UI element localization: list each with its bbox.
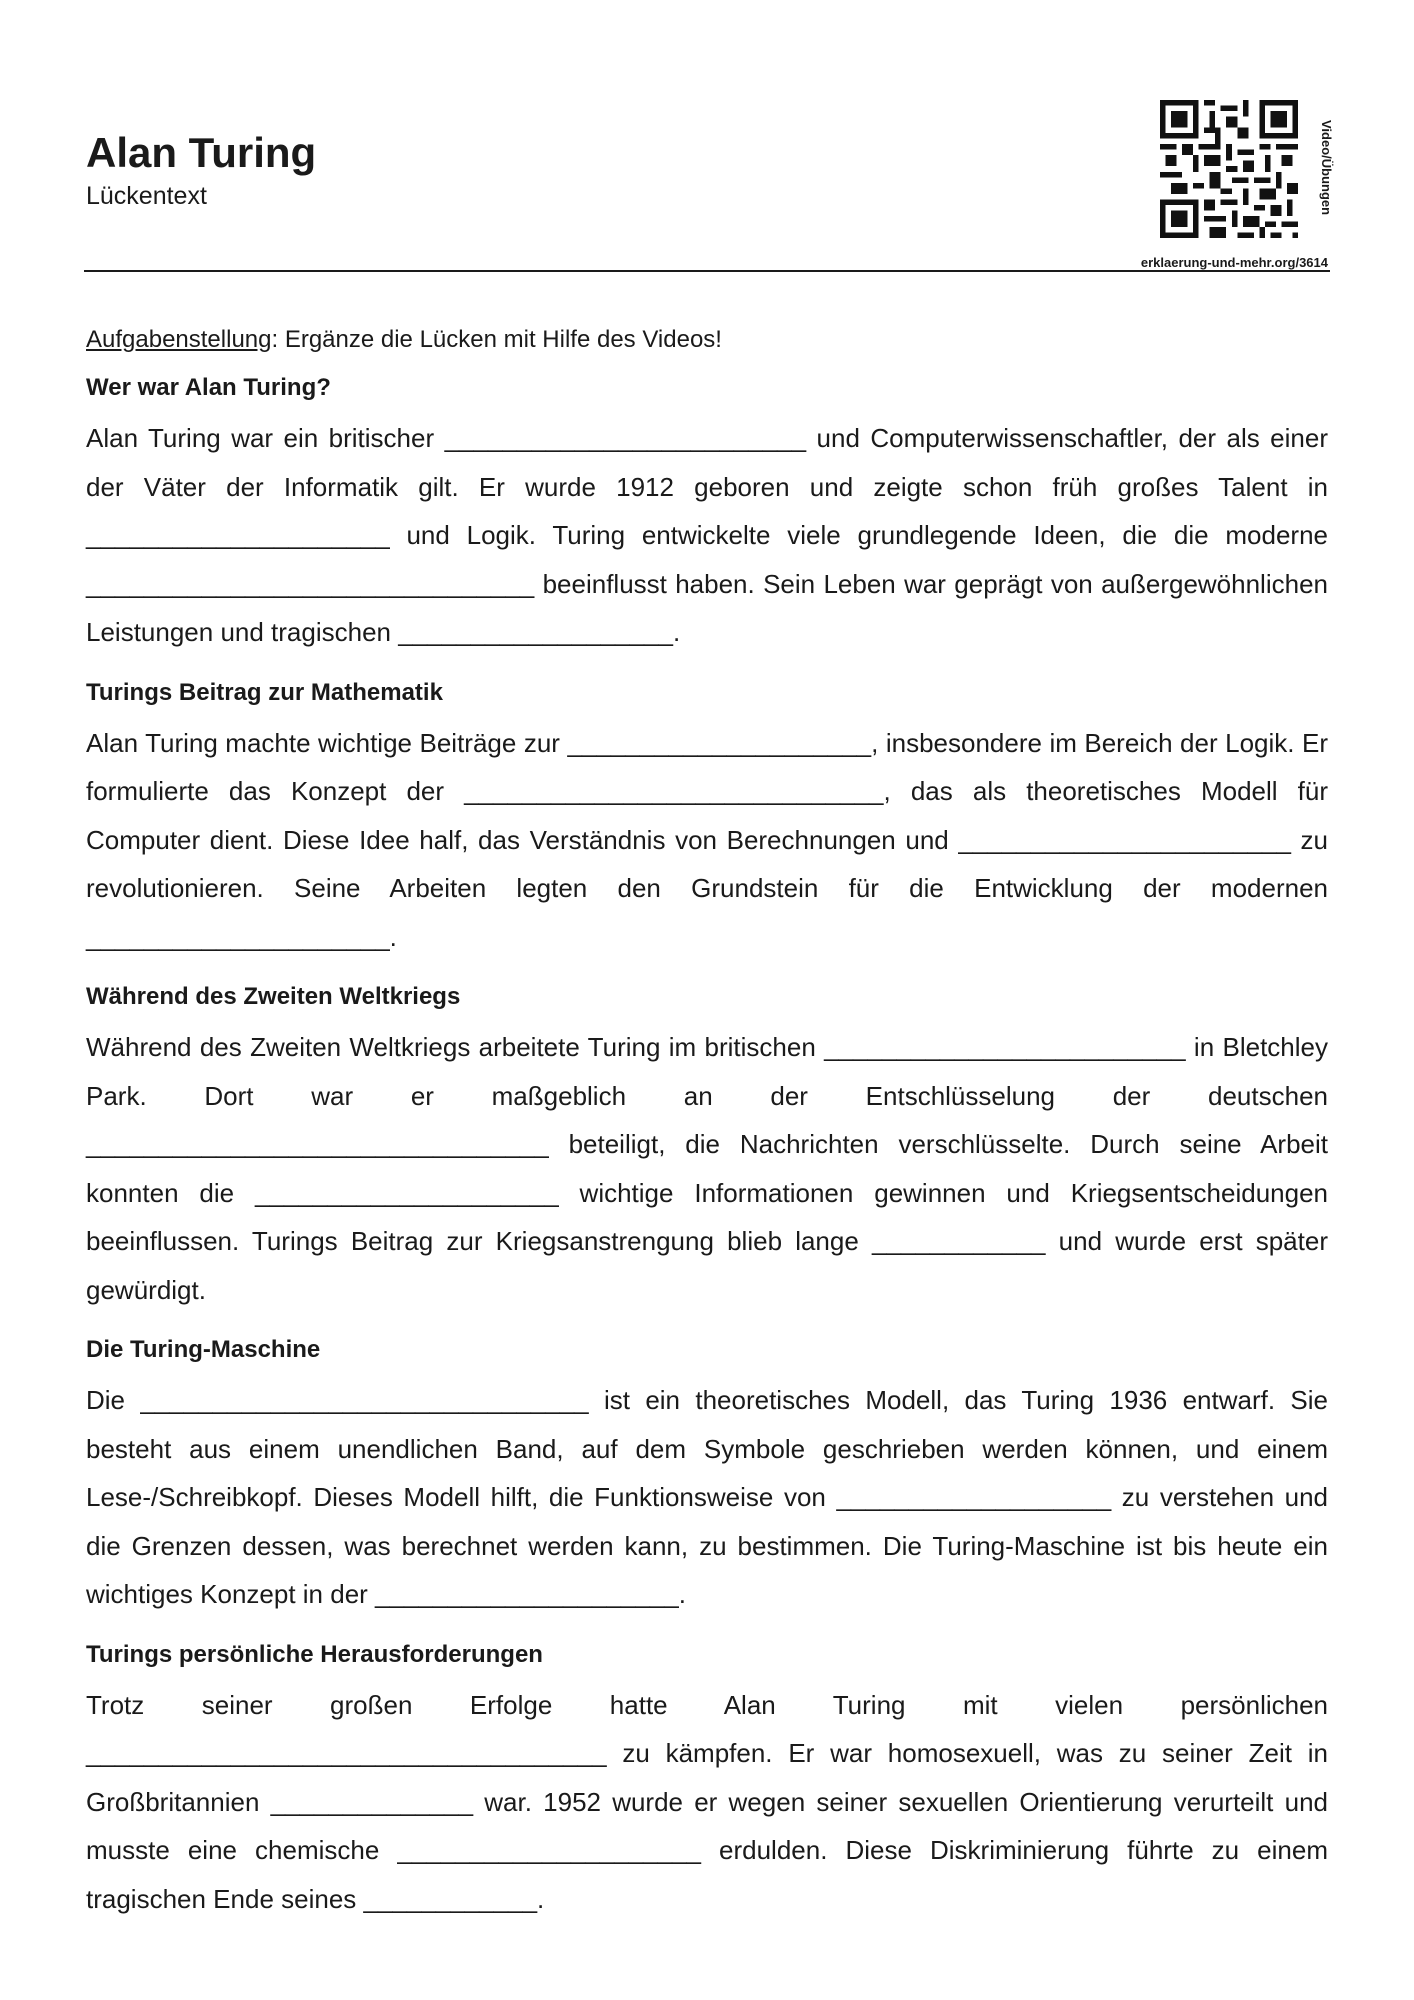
source-url[interactable]: erklaerung-und-mehr.org/3614 (1140, 255, 1328, 270)
section-heading: Turings persönliche Herausforderungen (86, 1640, 543, 1668)
cloze-paragraph: Während des Zweiten Weltkriegs arbeitete Turing im britischen _________________________ in Bletchley Park. Dort war er maßgeblich an der Entschlüsselung der deutschen ________________________________ beteiligt, die Nachrichten verschlüsselte. Durch seine Arbeit konnten die _____________________ wichtige Informationen gewinnen und Kriegsentscheidungen beeinflussen. Turings Beitrag zur Kriegsanstrengung blieb lange ____________ und wurde erst später gewürdigt. (86, 1032, 1328, 1305)
section-heading: Wer war Alan Turing? (86, 374, 331, 401)
task-label: Aufgabenstellung (86, 326, 272, 353)
section-beitrag-mathematik (86, 675, 1328, 962)
section-heading: Turings Beitrag zur Mathematik (86, 678, 443, 706)
worksheet-body (86, 322, 1328, 1941)
task-instruction (86, 322, 1328, 358)
page-title: Alan Turing (86, 129, 317, 176)
page-subtitle: Lückentext (86, 182, 207, 210)
task-text: : Ergänze die Lücken mit Hilfe des Videos! (271, 326, 722, 353)
cloze-paragraph: Die _______________________________ ist ein theoretisches Modell, das Turing 1936 entwarf. Sie besteht aus einem unendlichen Band, auf dem Symbole geschrieben werden können, und einem Lese-/Schreibkopf. Dieses Modell hilft, die Funktionsweise von ___________________ zu verstehen und die Grenzen dessen, was berechnet werden kann, zu bestimmen. Die Turing-Maschine ist bis heute ein wichtiges Konzept in der _____________________. (86, 1385, 1328, 1609)
section-zweiter-weltkrieg (86, 979, 1328, 1314)
section-persoenliche-herausforderungen (86, 1637, 1328, 1924)
qr-code-icon[interactable] (1160, 100, 1298, 238)
section-wer-war-alan-turing (86, 370, 1328, 657)
video-exercises-label: Video/Übungen (1319, 120, 1334, 216)
section-heading: Während des Zweiten Weltkriegs (86, 983, 461, 1010)
document-header (86, 128, 316, 212)
section-turing-maschine (86, 1332, 1328, 1619)
cloze-paragraph: Trotz seiner großen Erfolge hatte Alan Turing mit vielen persönlichen ____________________________________ zu kämpfen. Er war homosexuell, was zu seiner Zeit in Großbritannien ______________ war. 1952 wurde er wegen seiner sexuellen Orientierung verurteilt und musste eine chemische _____________________ erdulden. Diese Diskriminierung führte zu einem tragischen Ende seines ____________. (86, 1689, 1328, 1914)
header-divider (84, 270, 1330, 272)
section-heading: Die Turing-Maschine (86, 1336, 321, 1363)
cloze-paragraph: Alan Turing war ein britischer _________________________ und Computerwissenschaftler, der als einer der Väter der Informatik gilt. Er wurde 1912 geboren und zeigte schon früh großes Talent in _____________________ und Logik. Turing entwickelte viele grundlegende Ideen, die die moderne _______________________________ beeinflusst haben. Sein Leben war geprägt von außergewöhnlichen Leistungen und tragischen ___________________. (86, 423, 1328, 647)
cloze-paragraph: Alan Turing machte wichtige Beiträge zur _____________________, insbesondere im Bereich der Logik. Er formulierte das Konzept der _____________________________, das als theoretisches Modell für Computer dient. Diese Idee half, das Verständnis von Berechnungen und _______________________ zu revolutionieren. Seine Arbeiten legten den Grundstein für die Entwicklung der modernen _____________________. (86, 727, 1328, 952)
